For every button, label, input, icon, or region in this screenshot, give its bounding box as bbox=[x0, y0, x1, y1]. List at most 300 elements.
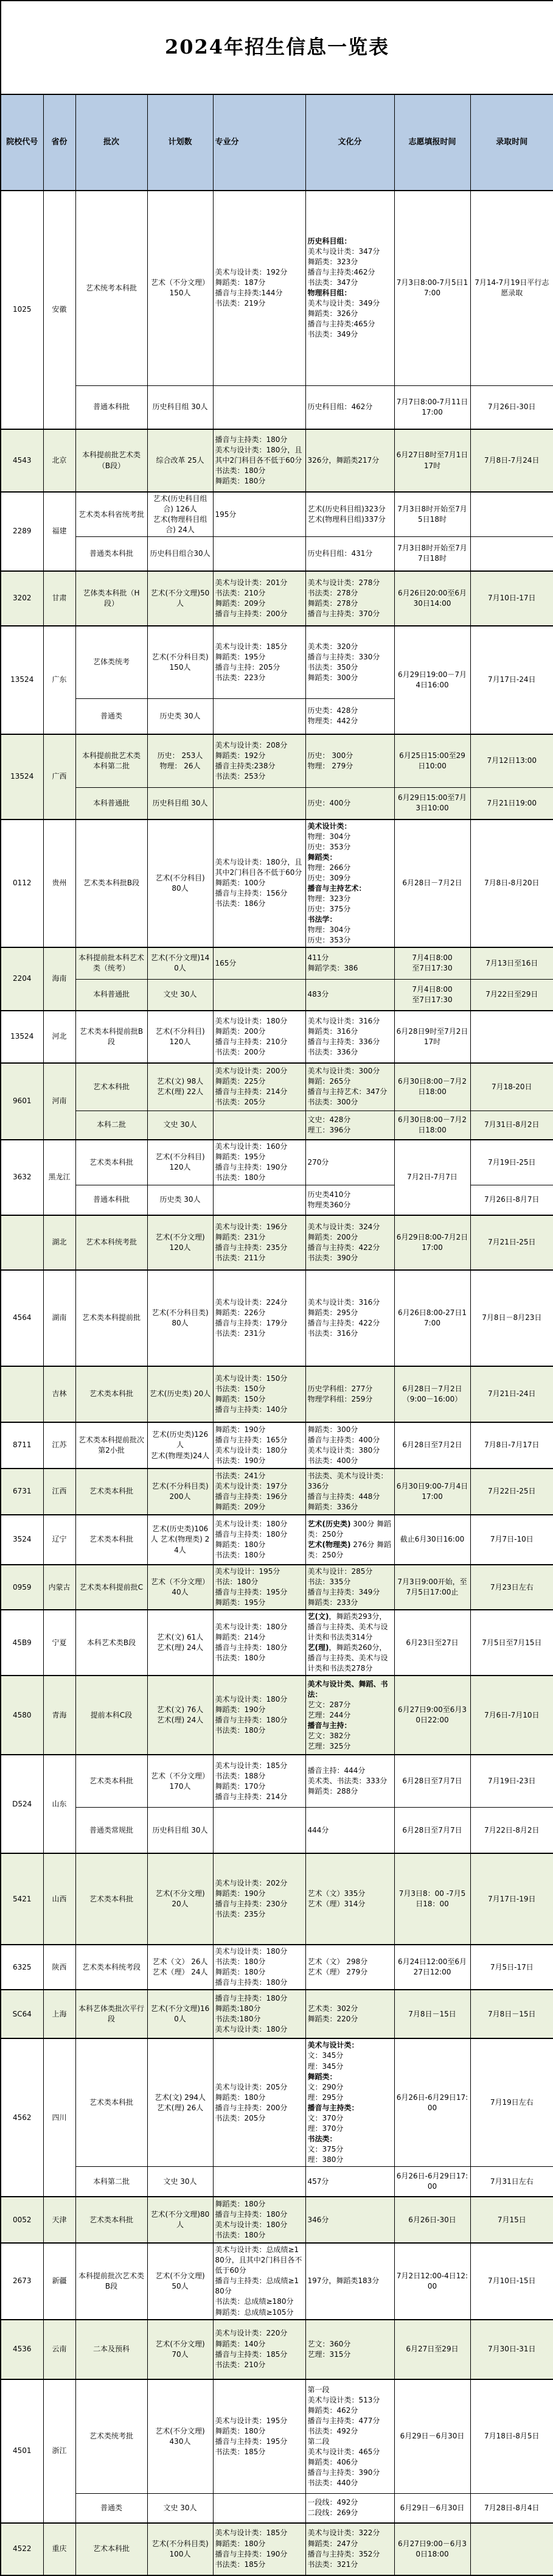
cell-culture-score: 270分 bbox=[305, 1140, 394, 1185]
cell-school-code: 0112 bbox=[1, 819, 43, 947]
cell-culture-score: 艺术（文） 298分 艺术（理） 279分 bbox=[305, 1945, 394, 1990]
title-row bbox=[1, 1, 553, 94]
cell-major-score: 美术与设计类：196分 舞蹈类：231分 播音与主持类：235分 书法类：211分 bbox=[213, 1215, 305, 1270]
table-row bbox=[1, 385, 553, 429]
cell-major-score: 美术与设计：195分 书法：180分 播音与主持类：195分 舞蹈类：195分 bbox=[213, 1565, 305, 1610]
cell-fill-time: 7月3日9:00开始，至7月5日17:00止 bbox=[394, 1565, 470, 1610]
cell-major-score: 美术与设计类：180分，且其中2门科目各不低于60分 舞蹈类：100分 播音与主持类：156分 书法类：186分 bbox=[213, 819, 305, 947]
cell-school-code: 4580 bbox=[1, 1676, 43, 1755]
cell-plan-count: 文史 30人 bbox=[147, 1111, 213, 1140]
cell-province: 北京 bbox=[43, 429, 75, 492]
cell-plan-count: 文史 30人 bbox=[147, 979, 213, 1011]
cell-plan-count: 历史类 30人 bbox=[147, 1185, 213, 1215]
table-row bbox=[1, 2166, 553, 2197]
cell-fill-time: 6月28日至7月2日 bbox=[394, 1422, 470, 1469]
cell-batch: 艺术类本科批 bbox=[75, 2038, 147, 2166]
cell-school-code: 45B9 bbox=[1, 1610, 43, 1676]
cell-plan-count: 艺术(历史类)106人 艺术(物理类) 24人 bbox=[147, 1515, 213, 1565]
cell-major-score bbox=[213, 2494, 305, 2523]
table-row bbox=[1, 2523, 553, 2575]
cell-batch: 本科二批 bbox=[75, 1111, 147, 1140]
cell-batch: 艺术类本科批B段 bbox=[75, 819, 147, 947]
cell-batch: 提前本科C段 bbox=[75, 1676, 147, 1755]
cell-major-score: 美术与设计类：总成绩≥180分，且其中2门科目各不低于60分 播音与主持类：总成绩≥180分 书法类：总成绩≥180分 舞蹈类：总成绩≥105分 bbox=[213, 2243, 305, 2319]
cell-culture-score: 197分，舞蹈类183分 bbox=[305, 2243, 394, 2319]
table-row bbox=[1, 2494, 553, 2523]
cell-admit-time: 7月5日-17日 bbox=[470, 1945, 553, 1990]
cell-culture-score: 历史类：428分 物理类：442分 bbox=[305, 699, 394, 734]
cell-culture-score: 舞蹈类：300分 播音与主持类：400分 美术与设计类：380分 书法类：400分 bbox=[305, 1422, 394, 1469]
cell-batch: 普通类常规批 bbox=[75, 1807, 147, 1853]
cell-batch: 普通本科批 bbox=[75, 1185, 147, 1215]
table-row bbox=[1, 1990, 553, 2038]
cell-school-code: 4543 bbox=[1, 429, 43, 492]
cell-culture-score: 历史科目组：462分 bbox=[305, 385, 394, 429]
cell-major-score: 书法类：241分 美术与设计类：197分 播音与主持类：196分 舞蹈类：209分 bbox=[213, 1469, 305, 1515]
cell-fill-time: 6月26日20:00至6月30日14:00 bbox=[394, 571, 470, 626]
cell-batch: 艺术类统考批 bbox=[75, 2379, 147, 2494]
cell-culture-score: 历史科目组：431分 bbox=[305, 537, 394, 571]
column-header-7: 录取时间 bbox=[470, 94, 553, 191]
cell-school-code: 3632 bbox=[1, 1140, 43, 1215]
cell-admit-time: 7月19日-25日 bbox=[470, 1140, 553, 1185]
page-title: 2024年招生信息一览表 bbox=[1, 1, 553, 94]
table-row bbox=[1, 1270, 553, 1366]
cell-culture-score: 艺术类：302分 舞蹈类：220分 bbox=[305, 1990, 394, 2038]
cell-fill-time: 7月3日8:00-7月5日17:00 bbox=[394, 191, 470, 385]
table-row bbox=[1, 788, 553, 819]
cell-admit-time: 7月19日-23日 bbox=[470, 1755, 553, 1807]
cell-fill-time: 6月27日至29日 bbox=[394, 2320, 470, 2379]
cell-plan-count: 艺术(不分文理)50人 bbox=[147, 571, 213, 626]
cell-culture-score: 艺(文)，舞蹈类293分，播音与主持类、美术与设计类和书法类314分 艺(理)，舞蹈类260分，播音与主持类、美术与设计类和书法类278分 bbox=[305, 1610, 394, 1676]
cell-fill-time: 6月28日9时至7月2日17时 bbox=[394, 1011, 470, 1063]
cell-batch: 艺术类本科批 bbox=[75, 1469, 147, 1515]
cell-culture-score: 艺术(历史科目组)323分 艺术(物理科目组)337分 bbox=[305, 492, 394, 537]
cell-culture-score: 346分 bbox=[305, 2197, 394, 2243]
column-header-0: 院校代号 bbox=[1, 94, 43, 191]
cell-admit-time: 7月31日左右 bbox=[470, 2166, 553, 2197]
cell-major-score: 美术与设计类：201分 书法类：210分 舞蹈类：209分 播音与主持类：200分 bbox=[213, 571, 305, 626]
cell-major-score: 美术与设计类：220分 舞蹈类：140分 播音与主持类：185分 书法类：210分 bbox=[213, 2320, 305, 2379]
cell-culture-score: 444分 bbox=[305, 1807, 394, 1853]
column-header-1: 省份 bbox=[43, 94, 75, 191]
cell-fill-time: 6月28日－7月2日 bbox=[394, 819, 470, 947]
table-row bbox=[1, 1111, 553, 1140]
cell-plan-count: 艺术(不分文理)80人 bbox=[147, 2197, 213, 2243]
cell-culture-score: 艺文：360分 艺理：315分 bbox=[305, 2320, 394, 2379]
cell-major-score: 播音与主持类：180分 舞蹈类:180分 书法类:180分 美术与设计类：180分 bbox=[213, 1990, 305, 2038]
cell-admit-time: 7月22日-25日 bbox=[470, 1469, 553, 1515]
cell-culture-score: 第一段 美术与设计类：513分 舞蹈类：462分 播音与主持类：477分 书法类：492分 第二段 美术与设计类：465分 舞蹈类：406分 播音与主持类：390分 书法类：440分 bbox=[305, 2379, 394, 2494]
cell-fill-time: 6月26日8:00-27日17:00 bbox=[394, 1270, 470, 1366]
cell-batch: 艺术类本科提前批C bbox=[75, 1565, 147, 1610]
cell-school-code: 1025 bbox=[1, 191, 43, 429]
cell-culture-score: 美术与设计类：278分 书法类：278分 舞蹈类：278分 播音与主持类：370分 bbox=[305, 571, 394, 626]
cell-plan-count: 艺术(历史类) 20人 bbox=[147, 1366, 213, 1422]
cell-plan-count: 艺术（文） 26人 艺术（理） 24人 bbox=[147, 1945, 213, 1990]
cell-culture-score: 历史科目组： 美术与设计类：347分 舞蹈类：323分 播音与主持类:462分 书法类：347分 物理科目组： 美术与设计类：349分 舞蹈类：326分 播音与主持类:465分 书法类：349分 bbox=[305, 191, 394, 385]
cell-admit-time: 7月5日至7月15日 bbox=[470, 1610, 553, 1676]
table-row bbox=[1, 734, 553, 788]
cell-culture-score: 美术与设计：285分 书法：335分 播音与主持类：349分 舞蹈类：233分 bbox=[305, 1565, 394, 1610]
table-row bbox=[1, 1515, 553, 1565]
cell-batch: 艺术统考本科批 bbox=[75, 191, 147, 385]
cell-batch: 艺术类本科批 bbox=[75, 1366, 147, 1422]
cell-major-score: 195分 bbox=[213, 492, 305, 537]
cell-plan-count: 历史科目组 30人 bbox=[147, 788, 213, 819]
cell-school-code: 4501 bbox=[1, 2379, 43, 2523]
cell-school-code: 13524 bbox=[1, 626, 43, 734]
cell-plan-count: 文史 30人 bbox=[147, 2166, 213, 2197]
cell-school-code: 8711 bbox=[1, 1422, 43, 1469]
cell-major-score bbox=[213, 537, 305, 571]
cell-plan-count: 艺术(不分科目类) 150人 bbox=[147, 626, 213, 699]
cell-culture-score: 一段线：492分 二段线：269分 bbox=[305, 2494, 394, 2523]
cell-province: 河南 bbox=[43, 1063, 75, 1140]
cell-batch: 普通类 bbox=[75, 2494, 147, 2523]
cell-major-score: 美术与设计类：208分 舞蹈类：192分 播音主持类:238分 书法类：253分 bbox=[213, 734, 305, 788]
cell-major-score bbox=[213, 1807, 305, 1853]
table-row bbox=[1, 2320, 553, 2379]
cell-province: 青海 bbox=[43, 1676, 75, 1755]
cell-culture-score: 历史：400分 bbox=[305, 788, 394, 819]
cell-culture-score: 历史类410分 物理类360分 bbox=[305, 1185, 394, 1215]
cell-batch: 本科普通批 bbox=[75, 979, 147, 1011]
cell-major-score: 美术与设计类：224分 舞蹈类：226分 播音与主持类：179分 书法类：231分 bbox=[213, 1270, 305, 1366]
cell-admit-time: 7月18-20日 bbox=[470, 1063, 553, 1111]
cell-fill-time: 6月29日19:00－7月4日16:00 bbox=[394, 626, 470, 734]
cell-school-code: 4522 bbox=[1, 2523, 43, 2575]
cell-plan-count: 历史科目组合30人 bbox=[147, 537, 213, 571]
cell-plan-count: 文史 30人 bbox=[147, 2494, 213, 2523]
cell-fill-time: 7月3日8时开始至7月5日18时 bbox=[394, 492, 470, 537]
cell-major-score bbox=[213, 979, 305, 1011]
cell-plan-count: 艺术(文) 61人 艺术(理) 24人 bbox=[147, 1610, 213, 1676]
cell-plan-count: 历史类 30人 bbox=[147, 699, 213, 734]
cell-province: 贵州 bbox=[43, 819, 75, 947]
header-row bbox=[1, 94, 553, 191]
cell-admit-time: 7月21日-24日 bbox=[470, 1366, 553, 1422]
cell-major-score: 舞蹈类：180分 播音与主持类：180分 美术与设计类：180分 书法类：180分 bbox=[213, 2197, 305, 2243]
cell-fill-time: 6月27日8时至7月1日17时 bbox=[394, 429, 470, 492]
cell-batch: 本科提前批本科艺术类（统考） bbox=[75, 947, 147, 979]
cell-plan-count: 艺术(不分文理) 430人 bbox=[147, 2379, 213, 2494]
table-row bbox=[1, 1185, 553, 1215]
cell-school-code: 4564 bbox=[1, 1270, 43, 1366]
cell-province: 甘肃 bbox=[43, 571, 75, 626]
table-row bbox=[1, 1422, 553, 1469]
table-row bbox=[1, 626, 553, 699]
cell-province: 宁夏 bbox=[43, 1610, 75, 1676]
cell-school-code: 6731 bbox=[1, 1469, 43, 1515]
cell-school-code: 4562 bbox=[1, 2038, 43, 2197]
cell-major-score: 美术与设计类：180分 舞蹈类：214分 播音与主持类：180分 书法类：180分 bbox=[213, 1610, 305, 1676]
cell-province: 内蒙古 bbox=[43, 1565, 75, 1610]
cell-plan-count: 艺术(不分文理) 120人 bbox=[147, 1215, 213, 1270]
cell-plan-count: 历史科目组 30人 bbox=[147, 1807, 213, 1853]
cell-admit-time: 7月10日-17日 bbox=[470, 571, 553, 626]
cell-fill-time: 6月29日15:00至7月3日10:00 bbox=[394, 788, 470, 819]
cell-admit-time: 7月17日-19日 bbox=[470, 1853, 553, 1945]
cell-admit-time: 7月23日左右 bbox=[470, 1565, 553, 1610]
cell-major-score bbox=[213, 1185, 305, 1215]
cell-school-code: 5421 bbox=[1, 1853, 43, 1945]
cell-admit-time bbox=[470, 1011, 553, 1063]
cell-school-code bbox=[1, 1215, 43, 1270]
cell-province: 湖北 bbox=[43, 1215, 75, 1270]
cell-fill-time: 6月29日8:00-7月2日17:00 bbox=[394, 1215, 470, 1270]
cell-plan-count: 艺术(不分科目) 120人 bbox=[147, 1011, 213, 1063]
table-row bbox=[1, 979, 553, 1011]
cell-batch: 艺术类本科批 bbox=[75, 1755, 147, 1807]
cell-plan-count: 艺术(不分科目) 120人 bbox=[147, 1140, 213, 1185]
cell-province: 吉林 bbox=[43, 1366, 75, 1422]
cell-school-code: 0959 bbox=[1, 1565, 43, 1610]
cell-culture-score: 457分 bbox=[305, 2166, 394, 2197]
cell-admit-time: 7月14-7月19日平行志愿录取 bbox=[470, 191, 553, 385]
cell-admit-time: 7月8日－15日 bbox=[470, 1990, 553, 2038]
cell-fill-time: 7月2日12:00-4日12:00 bbox=[394, 2243, 470, 2319]
cell-plan-count: 历史科目组 30人 bbox=[147, 385, 213, 429]
table-row bbox=[1, 1610, 553, 1676]
cell-batch: 艺术类本科提前批 bbox=[75, 1270, 147, 1366]
cell-major-score: 美术与设计类：185分 舞蹈类：195分 播音与主持：205分 书法类：223分 bbox=[213, 626, 305, 699]
cell-plan-count: 艺术(不分科目类) 100人 bbox=[147, 2523, 213, 2575]
cell-plan-count: 艺术(不分科目) 80人 bbox=[147, 819, 213, 947]
cell-school-code: D524 bbox=[1, 1755, 43, 1853]
cell-admit-time: 7月8日－8月23日 bbox=[470, 1270, 553, 1366]
cell-admit-time: 7月17日-24日 bbox=[470, 626, 553, 734]
cell-fill-time: 6月23日至27日 bbox=[394, 1610, 470, 1676]
cell-batch: 艺术类本科批 bbox=[75, 1140, 147, 1185]
cell-province: 广东 bbox=[43, 626, 75, 734]
cell-culture-score: 美术与设计类： 文：345分 理：345分 舞蹈类： 文：290分 理：295分 播音与主持类： 文：370分 理：370分 书法类： 文：375分 理：380分 bbox=[305, 2038, 394, 2166]
cell-major-score: 播音与主持类：180分 美术与设计类：180分，且其中2门科目各不低于60分 书法类：180分 舞蹈类：180分 bbox=[213, 429, 305, 492]
cell-major-score: 美术与设计类：192分 舞蹈类：187分 播音与主持类:144分 书法类：219分 bbox=[213, 191, 305, 385]
cell-major-score: 美术与设计类：195分 舞蹈类：180分 播音与主持类：195分 书法类：185分 bbox=[213, 2379, 305, 2494]
cell-fill-time: 7月4日8:00 至7日17:30 bbox=[394, 979, 470, 1011]
cell-province: 上海 bbox=[43, 1990, 75, 2038]
cell-culture-score: 艺术（文）335分 艺术（理）314分 bbox=[305, 1853, 394, 1945]
table-row bbox=[1, 2197, 553, 2243]
cell-plan-count: 艺术(历史类)126人 艺术(物理类)24人 bbox=[147, 1422, 213, 1469]
cell-culture-score: 美术类：320分 播音与主持类：330分 书法类：350分 舞蹈类：300分 bbox=[305, 626, 394, 699]
cell-culture-score: 326分，舞蹈类217分 bbox=[305, 429, 394, 492]
cell-plan-count: 艺术(文) 98人 艺术(理) 22人 bbox=[147, 1063, 213, 1111]
cell-major-score: 美术与设计类：180分 播音与主持类：180分 舞蹈类：180分 书法类：180分 bbox=[213, 1515, 305, 1565]
cell-admit-time: 7月21日-25日 bbox=[470, 1215, 553, 1270]
cell-culture-score: 美术与设计类：316分 舞蹈类：295分 播音与主持类：422分 书法类：316分 bbox=[305, 1270, 394, 1366]
cell-batch: 艺术本科统考批 bbox=[75, 1215, 147, 1270]
table-row bbox=[1, 1945, 553, 1990]
table-row bbox=[1, 1755, 553, 1807]
cell-major-score: 165分 bbox=[213, 947, 305, 979]
cell-major-score: 美术与设计类：180分 书法类：180分 舞蹈类：180分 播音与主持类：180分 bbox=[213, 1945, 305, 1990]
cell-fill-time: 6月28日－7月2日 （9:00－16:00） bbox=[394, 1366, 470, 1422]
cell-admit-time: 7月8日-8月20日 bbox=[470, 819, 553, 947]
cell-admit-time: 7月22日至29日 bbox=[470, 979, 553, 1011]
cell-plan-count: 艺术(不分文理)140人 bbox=[147, 947, 213, 979]
cell-admit-time: 7月8日-7月17日 bbox=[470, 1422, 553, 1469]
cell-province: 山东 bbox=[43, 1755, 75, 1853]
cell-major-score: 美术与设计类：150分 书法类：150分 舞蹈类：150分 播音与主持类：140分 bbox=[213, 1366, 305, 1422]
cell-fill-time: 7月4日8:00 至7日17:30 bbox=[394, 947, 470, 979]
cell-school-code bbox=[1, 1366, 43, 1422]
cell-fill-time: 6月30日8:00－7月2日18:00 bbox=[394, 1063, 470, 1111]
cell-major-score bbox=[213, 699, 305, 734]
cell-school-code: 2673 bbox=[1, 2243, 43, 2319]
cell-culture-score: 播音主持：444分 美术类、书法类：333分 舞蹈类：288分 bbox=[305, 1755, 394, 1807]
cell-major-score: 美术与设计类：160分 舞蹈类：195分 播音与主持类：190分 书法类：180分 bbox=[213, 1140, 305, 1185]
cell-province: 江西 bbox=[43, 1469, 75, 1515]
cell-admit-time: 7月30日-31日 bbox=[470, 2320, 553, 2379]
cell-admit-time: 7月22日-8月2日 bbox=[470, 1807, 553, 1853]
cell-fill-time: 6月30日9:00-7月4日17:00 bbox=[394, 1469, 470, 1515]
table-row bbox=[1, 947, 553, 979]
cell-culture-score: 美术与设计类：322分 舞蹈类：247分 播音与主持类：352分 书法类：321分 bbox=[305, 2523, 394, 2575]
cell-fill-time: 6月26日-30日 bbox=[394, 2197, 470, 2243]
cell-province: 黑龙江 bbox=[43, 1140, 75, 1215]
cell-province: 辽宁 bbox=[43, 1515, 75, 1565]
cell-plan-count: 艺术(文) 294人 艺术(理) 26人 bbox=[147, 2038, 213, 2166]
cell-major-score bbox=[213, 788, 305, 819]
cell-fill-time: 7月3日8时开始至7月7日18时 bbox=[394, 537, 470, 571]
cell-admit-time: 7月12日13:00 bbox=[470, 734, 553, 788]
cell-school-code: 2289 bbox=[1, 492, 43, 571]
cell-batch: 普通本科批 bbox=[75, 385, 147, 429]
cell-batch: 艺术类本科批 bbox=[75, 2197, 147, 2243]
cell-admit-time: 7月19日左右 bbox=[470, 2038, 553, 2166]
cell-batch: 普通类 bbox=[75, 699, 147, 734]
cell-province: 湖南 bbox=[43, 1270, 75, 1366]
cell-batch: 普通类本科批 bbox=[75, 537, 147, 571]
cell-culture-score: 书法类、美术与设计类：336分 播音与主持类：448分 舞蹈类：336分 bbox=[305, 1469, 394, 1515]
cell-fill-time: 6月28日至7月7日 bbox=[394, 1755, 470, 1807]
cell-admit-time: 7月26日-30日 bbox=[470, 385, 553, 429]
cell-province: 江苏 bbox=[43, 1422, 75, 1469]
cell-school-code: 13524 bbox=[1, 1011, 43, 1063]
cell-fill-time: 6月29日－6月30日 bbox=[394, 2379, 470, 2494]
column-header-5: 文化分 bbox=[305, 94, 394, 191]
cell-plan-count: 艺术(不分文理) 70人 bbox=[147, 2320, 213, 2379]
cell-province: 浙江 bbox=[43, 2379, 75, 2523]
cell-culture-score: 483分 bbox=[305, 979, 394, 1011]
cell-school-code: 3524 bbox=[1, 1515, 43, 1565]
column-header-4: 专业分 bbox=[213, 94, 305, 191]
cell-school-code: SC64 bbox=[1, 1990, 43, 2038]
cell-plan-count: 艺术（不分文理） 40人 bbox=[147, 1565, 213, 1610]
cell-plan-count: 艺术(历史科目组合) 126人 艺术(物理科目组合) 24人 bbox=[147, 492, 213, 537]
table-row bbox=[1, 537, 553, 571]
cell-major-score: 美术与设计类：185分 书法类：188分 舞蹈类：170分 播音与主持类：214分 bbox=[213, 1755, 305, 1807]
table-row bbox=[1, 1807, 553, 1853]
cell-batch: 艺术类本科批 bbox=[75, 1853, 147, 1945]
cell-admit-time: 7月31日-8月2日 bbox=[470, 1111, 553, 1140]
cell-plan-count: 艺术（不分文理）170人 bbox=[147, 1755, 213, 1807]
cell-admit-time: 7月8日-7月24日 bbox=[470, 429, 553, 492]
table-row bbox=[1, 1469, 553, 1515]
cell-batch: 艺术类本科提前批次第2小批 bbox=[75, 1422, 147, 1469]
cell-batch: 艺术类本科统考段 bbox=[75, 1945, 147, 1990]
table-row bbox=[1, 1853, 553, 1945]
cell-culture-score: 美术与设计类：316分 舞蹈类：316分 播音与主持类：336分 书法类：336分 bbox=[305, 1011, 394, 1063]
cell-fill-time: 7月8日－15日 bbox=[394, 1990, 470, 2038]
cell-admit-time: 7月6日-7月10日 bbox=[470, 1676, 553, 1755]
table-row bbox=[1, 1676, 553, 1755]
cell-fill-time: 截止6月30日16:00 bbox=[394, 1515, 470, 1565]
cell-batch: 本科艺术类B段 bbox=[75, 1610, 147, 1676]
column-header-6: 志愿填报时间 bbox=[394, 94, 470, 191]
cell-batch: 艺术类本科省统考批 bbox=[75, 492, 147, 537]
table-row bbox=[1, 1565, 553, 1610]
column-header-3: 计划数 bbox=[147, 94, 213, 191]
cell-culture-score: 艺术(历史类) 300分 舞蹈类：250分 艺术(物理类) 276分 舞蹈类：250分 bbox=[305, 1515, 394, 1565]
cell-school-code: 3202 bbox=[1, 571, 43, 626]
cell-province: 福建 bbox=[43, 492, 75, 571]
cell-batch: 艺体类本科批（H段） bbox=[75, 571, 147, 626]
cell-major-score: 美术与设计类：202分 舞蹈类：190分 播音与主持类：230分 书法类：235分 bbox=[213, 1853, 305, 1945]
cell-school-code: 6325 bbox=[1, 1945, 43, 1990]
cell-major-score: 美术与设计类：185分 舞蹈类：180分 播音与主持类：190分 书法类：185分 bbox=[213, 2523, 305, 2575]
table-row bbox=[1, 1366, 553, 1422]
cell-batch: 二本及预科 bbox=[75, 2320, 147, 2379]
cell-fill-time: 6月29日－6月30日 bbox=[394, 2494, 470, 2523]
cell-province: 河北 bbox=[43, 1011, 75, 1063]
cell-culture-score: 411分 舞蹈学类：386 bbox=[305, 947, 394, 979]
cell-school-code: 0052 bbox=[1, 2197, 43, 2243]
cell-batch: 本科艺体类批次平行段 bbox=[75, 1990, 147, 2038]
cell-school-code: 9601 bbox=[1, 1063, 43, 1140]
cell-fill-time: 6月27日9:00至6月30日22:00 bbox=[394, 1676, 470, 1755]
cell-major-score: 美术与设计类：180分 舞蹈类：190分 播音与主持类：180分 书法类：180分 bbox=[213, 1676, 305, 1755]
cell-fill-time: 6月26日-6月29日17:00 bbox=[394, 2038, 470, 2166]
cell-batch: 艺术类本科批 bbox=[75, 1515, 147, 1565]
cell-province: 广西 bbox=[43, 734, 75, 819]
cell-plan-count: 艺术(不分科目类) 200人 bbox=[147, 1469, 213, 1515]
cell-admit-time: 7月21日19:00 bbox=[470, 788, 553, 819]
cell-batch: 艺术本科批 bbox=[75, 2523, 147, 2575]
cell-culture-score: 文史：428分 理工：396分 bbox=[305, 1111, 394, 1140]
cell-fill-time: 7月7日8:00-7月11日17:00 bbox=[394, 385, 470, 429]
cell-batch: 艺体类统考 bbox=[75, 626, 147, 699]
cell-culture-score: 历史学科组：277分 物理学科组：259分 bbox=[305, 1366, 394, 1422]
cell-culture-score: 历史： 300分 物理： 279分 bbox=[305, 734, 394, 788]
cell-province: 新疆 bbox=[43, 2243, 75, 2319]
cell-plan-count: 综合改革 25人 bbox=[147, 429, 213, 492]
cell-major-score: 舞蹈类：190分 播音与主持类：165分 美术与设计类：180分 书法类：190分 bbox=[213, 1422, 305, 1469]
table-row bbox=[1, 1140, 553, 1185]
cell-admit-time: 7月10日-15日 bbox=[470, 2243, 553, 2319]
table-row bbox=[1, 819, 553, 947]
cell-province: 安徽 bbox=[43, 191, 75, 429]
cell-province: 重庆 bbox=[43, 2523, 75, 2575]
cell-fill-time: 6月24日12:00至6月27日12:00 bbox=[394, 1945, 470, 1990]
cell-admit-time: 7月18日-8月5日 bbox=[470, 2379, 553, 2494]
table-row bbox=[1, 571, 553, 626]
cell-school-code: 13524 bbox=[1, 734, 43, 819]
cell-province: 海南 bbox=[43, 947, 75, 1011]
table-row bbox=[1, 429, 553, 492]
cell-province: 陕西 bbox=[43, 1945, 75, 1990]
cell-fill-time: 7月3日8：00 -7月5日18：00 bbox=[394, 1853, 470, 1945]
table-row bbox=[1, 492, 553, 537]
cell-major-score: 美术与设计类：205分 舞蹈类：180分 播音与主持类：200分 书法类：205分 bbox=[213, 2038, 305, 2166]
table-row bbox=[1, 1215, 553, 1270]
cell-admit-time: 7月7日-10日 bbox=[470, 1515, 553, 1565]
cell-batch: 艺术类本科提前批B段 bbox=[75, 1011, 147, 1063]
cell-major-score bbox=[213, 2166, 305, 2197]
